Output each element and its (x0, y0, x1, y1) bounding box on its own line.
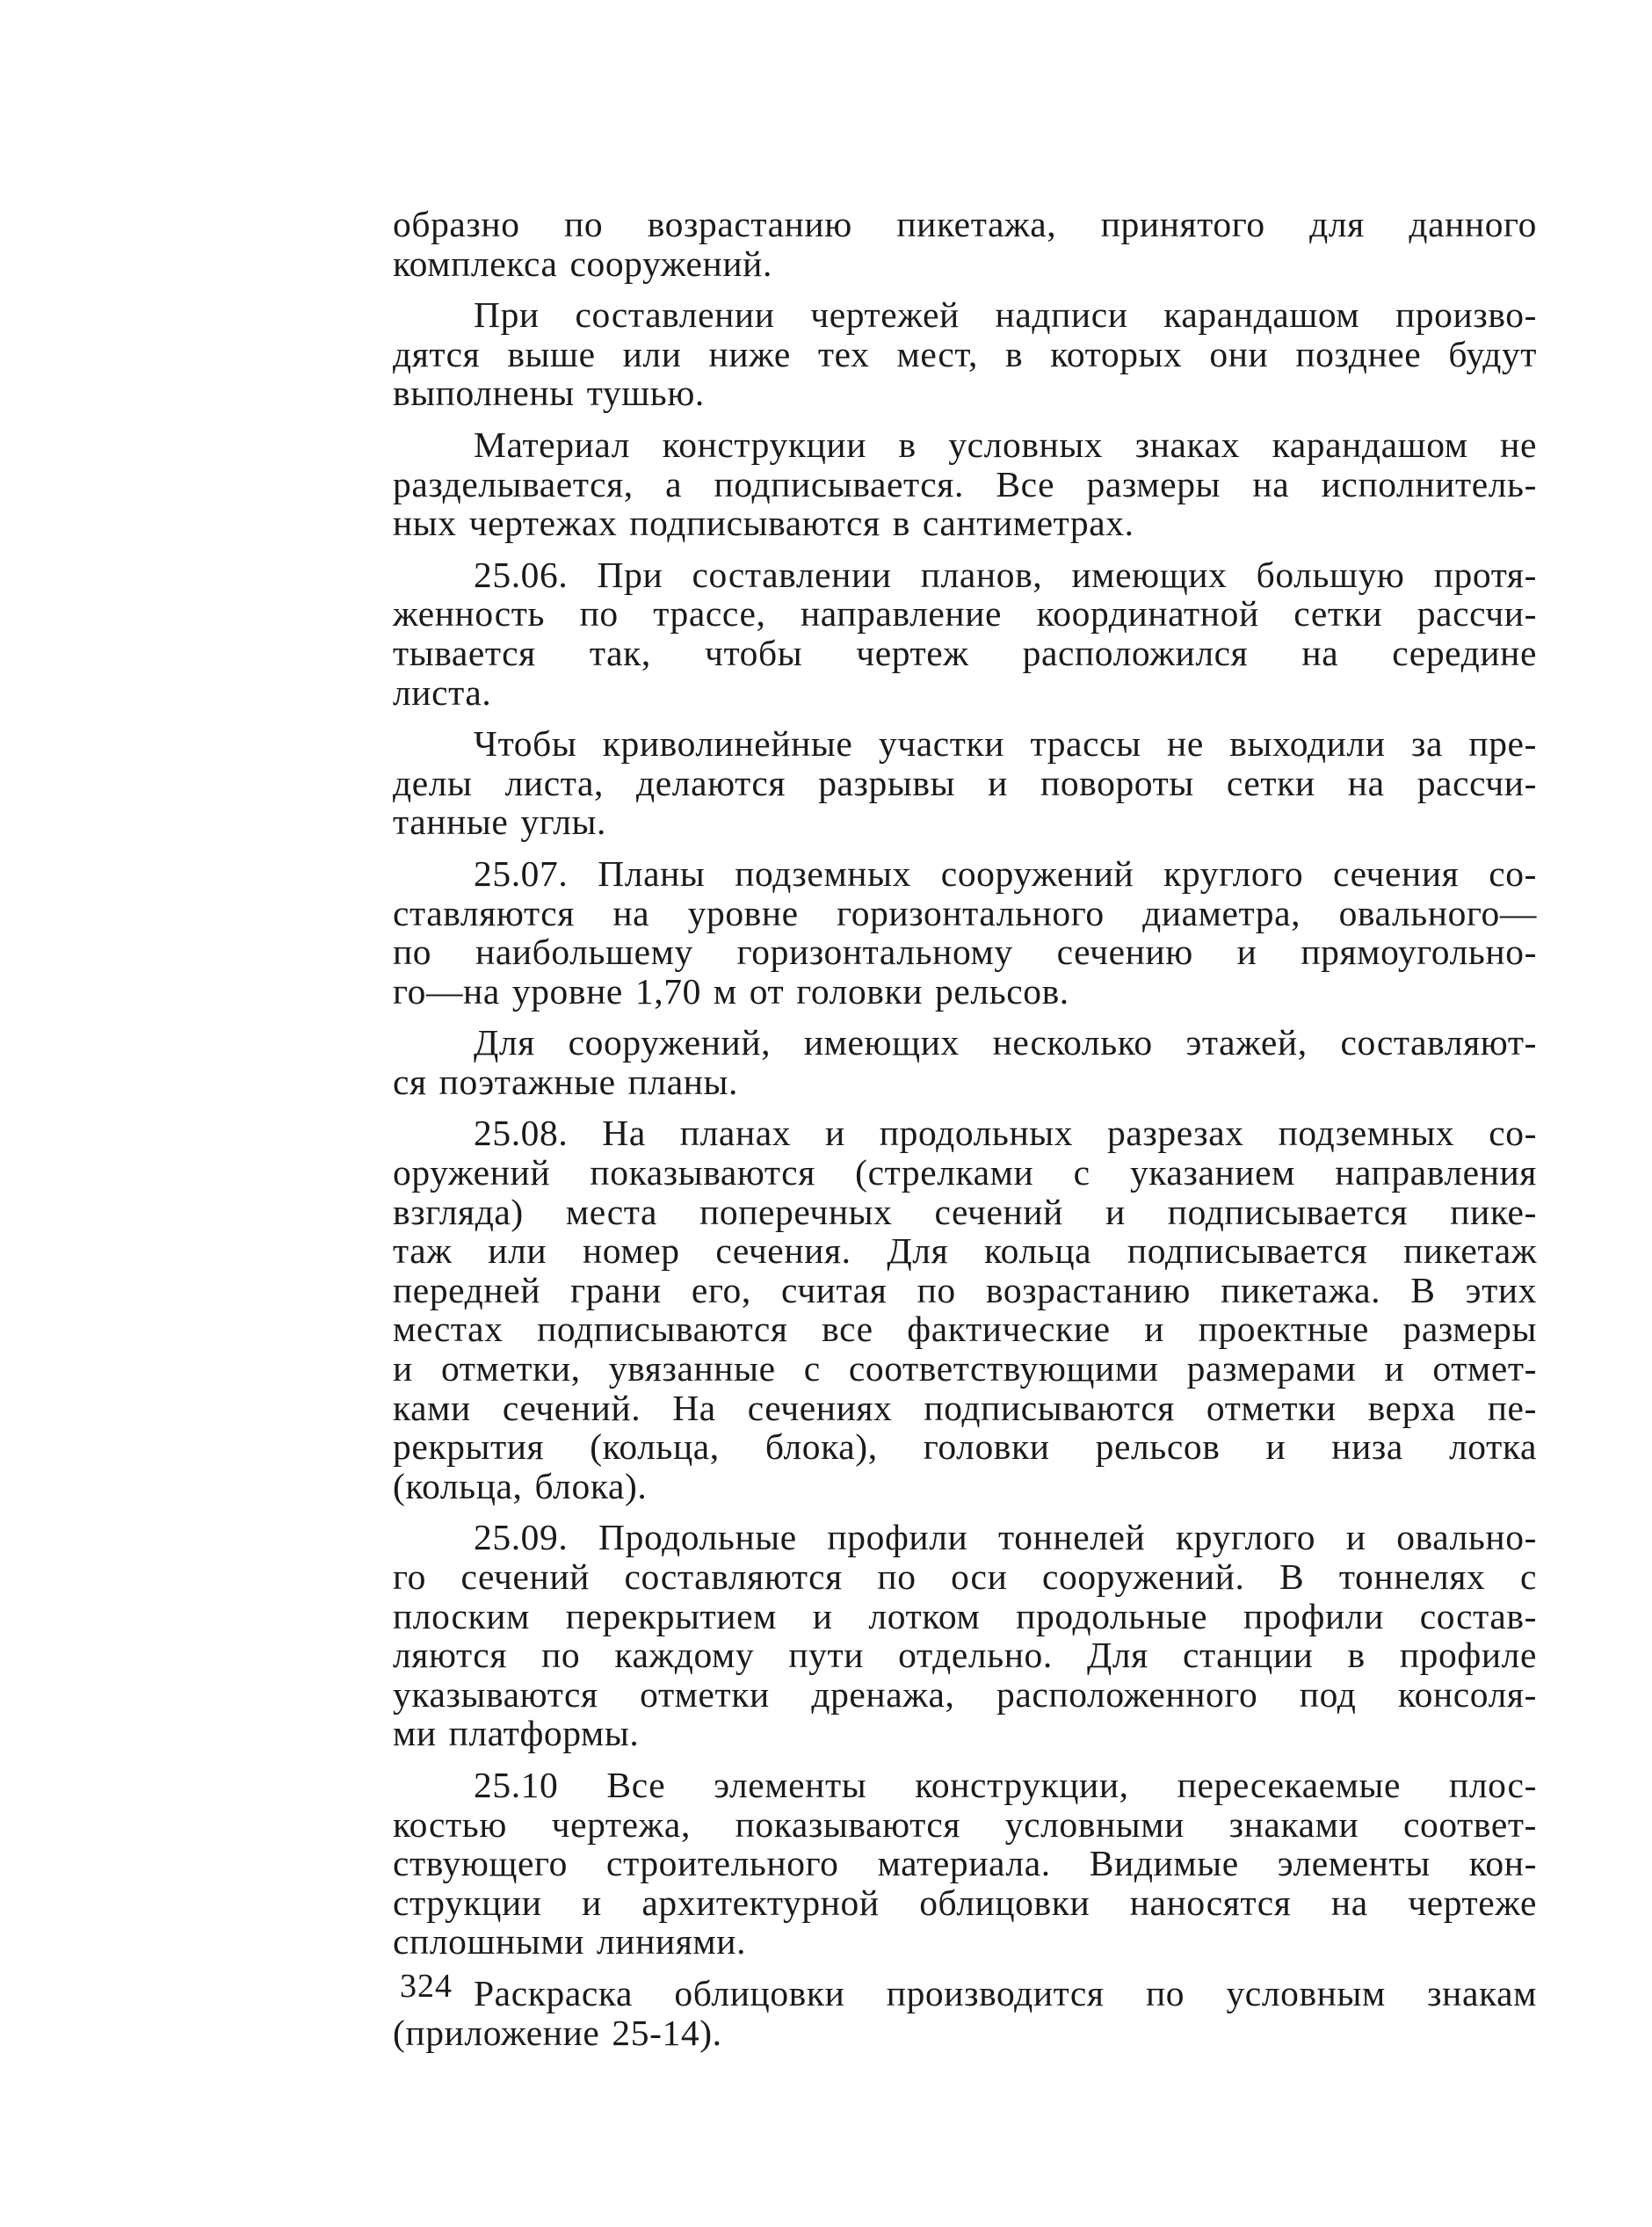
text-line: сплошными линиями. (393, 1921, 747, 1962)
text-line: дятся выше или ниже тех мест, в которых они позднее будут (393, 333, 1537, 374)
text-line: 25.08. На планах и продольных разрезах подземных со- (474, 1113, 1537, 1154)
paragraph (393, 1114, 1537, 1505)
text-line: указываются отметки дренажа, расположенного под консоля- (393, 1673, 1537, 1715)
text-line: комплекса сооружений. (393, 243, 772, 284)
text-line: ся поэтажные планы. (393, 1061, 738, 1102)
paragraph (393, 555, 1537, 712)
paragraph (393, 724, 1537, 842)
text-line: Для сооружений, имеющих несколько этажей, составляют- (474, 1022, 1537, 1063)
text-line: тывается так, чтобы чертеж расположился на середине (393, 632, 1537, 673)
text-line: ных чертежах подписываются в сантиметрах. (393, 503, 1134, 544)
text-line: женность по трассе, направление координатной сетки рассчи- (393, 593, 1537, 635)
text-line: Раскраска облицовки производится по условным знакам (474, 1972, 1537, 2013)
text-line: (кольца, блока). (393, 1465, 648, 1506)
paragraph (393, 854, 1537, 1011)
text-line: го—на уровне 1,70 м от головки рельсов. (393, 970, 1069, 1012)
text-line: 25.10 Все элементы конструкции, пересекаемые плос- (474, 1764, 1537, 1805)
page-number: 324 (400, 1968, 453, 2005)
text-line: костью чертежа, показываются условными знаками соответ- (393, 1803, 1537, 1845)
text-line: листа. (393, 671, 492, 713)
text-line: Материал конструкции в условных знаках карандашом не (474, 424, 1537, 465)
text-line: танные углы. (393, 802, 606, 843)
text-line: оружений показываются (стрелками с указанием направления (393, 1152, 1537, 1193)
text-line: делы листа, делаются разрывы и повороты сетки на рассчи- (393, 762, 1537, 803)
text-line: При составлении чертежей надписи карандашом произво- (474, 294, 1537, 336)
text-line: струкции и архитектурной облицовки наносятся на чертеже (393, 1882, 1537, 1923)
text-line: ми платформы. (393, 1713, 640, 1754)
text-line: ляются по каждому пути отдельно. Для станции в профиле (393, 1635, 1537, 1676)
paragraph (393, 205, 1537, 283)
text-line: разделывается, а подписывается. Все размеры на исполнитель- (393, 463, 1537, 504)
text-line: рекрытия (кольца, блока), головки рельсов и низа лотка (393, 1426, 1537, 1468)
text-line: выполнены тушью. (393, 373, 705, 414)
text-line: по наибольшему горизонтальному сечению и прямоугольно- (393, 932, 1537, 973)
text-line: передней грани его, считая по возрастанию пикетажа. В этих (393, 1269, 1537, 1310)
paragraph (393, 1518, 1537, 1753)
paragraph (393, 295, 1537, 413)
text-line: ставляются на уровне горизонтального диаметра, овального— (393, 892, 1537, 933)
text-line: (приложение 25-14). (393, 2012, 722, 2053)
paragraph (393, 1023, 1537, 1101)
text-line: и отметки, увязанные с соответствующими размерами и отмет- (393, 1348, 1537, 1389)
text-line: 25.06. При составлении планов, имеющих большую протя- (474, 554, 1537, 595)
paragraph (393, 425, 1537, 543)
text-line: 25.07. Планы подземных сооружений круглого сечения со- (474, 852, 1537, 894)
text-line: ками сечений. На сечениях подписываются отметки верха пе- (393, 1387, 1537, 1428)
text-line: ствующего строительного материала. Видимые элементы кон- (393, 1843, 1537, 1884)
paragraph (393, 1766, 1537, 1962)
text-line: таж или номер сечения. Для кольца подписывается пикетаж (393, 1230, 1537, 1272)
text-line: взгляда) места поперечных сечений и подписывается пике- (393, 1191, 1537, 1232)
text-line: местах подписываются все фактические и проектные размеры (393, 1309, 1537, 1350)
text-line: образно по возрастанию пикетажа, принятого для данного (393, 204, 1537, 244)
text-line: 25.09. Продольные профили тоннелей круглого и овально- (474, 1517, 1537, 1558)
text-line: Чтобы криволинейные участки трассы не выходили за пре- (474, 723, 1537, 765)
paragraph (393, 1974, 1537, 2052)
text-line: плоским перекрытием и лотком продольные профили состав- (393, 1595, 1537, 1636)
body-text (393, 205, 1537, 2064)
text-line: го сечений составляются по оси сооружений. В тоннелях с (393, 1556, 1537, 1597)
